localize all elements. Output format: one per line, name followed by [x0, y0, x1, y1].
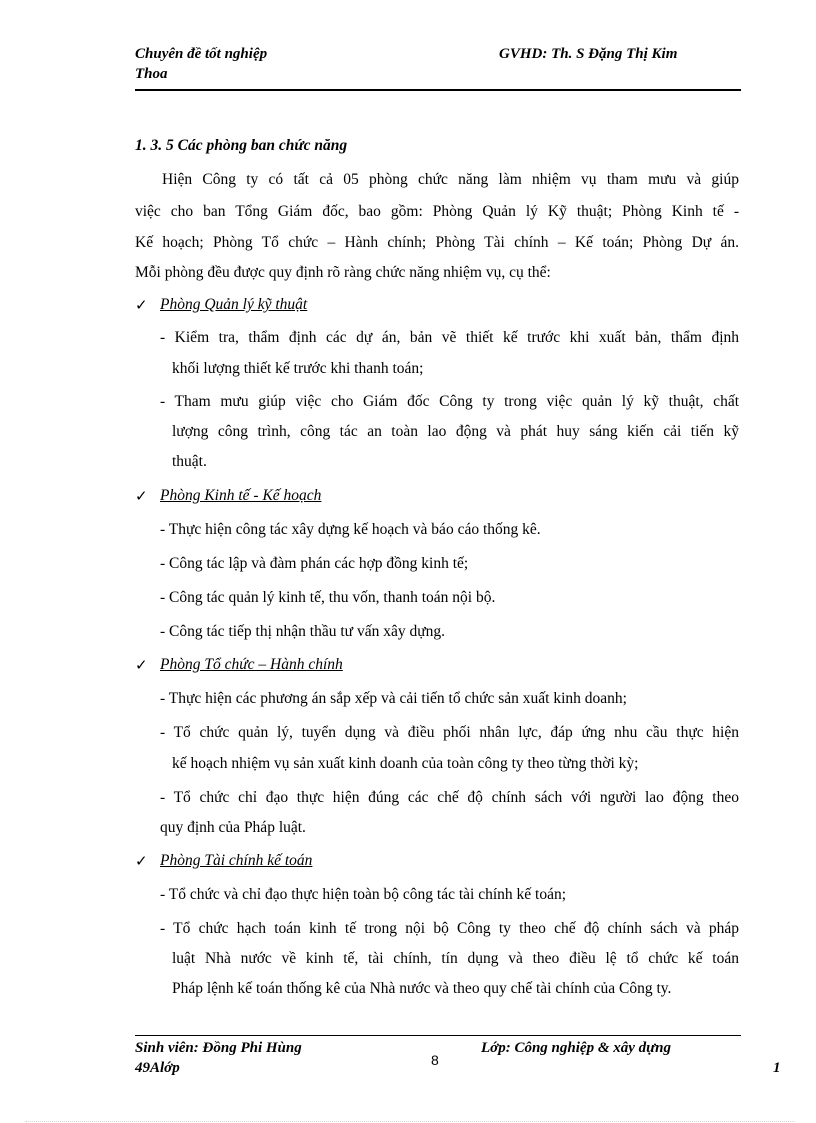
- department-line: quy định của Pháp luật.: [160, 819, 306, 836]
- checkmark-icon: ✓: [135, 489, 148, 505]
- header-rule: [135, 89, 741, 91]
- intro-line: Kế hoạch; Phòng Tổ chức – Hành chính; Phòng Tài chính – Kế toán; Phòng Dự án.: [135, 234, 739, 251]
- department-line: khối lượng thiết kế trước khi thanh toán;: [172, 360, 424, 377]
- checkmark-icon: ✓: [135, 658, 148, 674]
- department-line: - Tổ chức và chỉ đạo thực hiện toàn bộ công tác tài chính kế toán;: [160, 886, 567, 903]
- intro-line: Hiện Công ty có tất cả 05 phòng chức năng làm nhiệm vụ tham mưu và giúp: [162, 171, 739, 188]
- footer-rule: [135, 1035, 741, 1036]
- department-line: - Công tác lập và đàm phán các hợp đồng kinh tế;: [160, 555, 469, 572]
- checkmark-icon: ✓: [135, 854, 148, 870]
- page-number: 8: [431, 1052, 439, 1068]
- page-bottom-divider: [25, 1121, 795, 1122]
- header-right: GVHD: Th. S Đặng Thị Kim: [499, 46, 678, 62]
- department-line: - Công tác quản lý kinh tế, thu vốn, thanh toán nội bộ.: [160, 589, 496, 606]
- department-line: - Kiểm tra, thẩm định các dự án, bản vẽ thiết kế trước khi xuất bản, thẩm định: [160, 329, 739, 346]
- department-line: - Tổ chức chỉ đạo thực hiện đúng các chế độ chính sách với người lao động theo: [160, 789, 739, 806]
- department-title: Phòng Tài chính kế toán: [160, 852, 313, 869]
- department-line: lượng công trình, công tác an toàn lao động và phát huy sáng kiến cải tiến kỹ: [172, 423, 739, 440]
- footer-left-line2: 49Alớp: [135, 1060, 180, 1076]
- department-title: Phòng Quản lý kỹ thuật: [160, 296, 308, 313]
- intro-line: việc cho ban Tổng Giám đốc, bao gồm: Phòng Quản lý Kỹ thuật; Phòng Kinh tế -: [135, 203, 739, 220]
- footer-right-number: 1: [773, 1060, 781, 1076]
- department-line: Pháp lệnh kế toán thống kê của Nhà nước và theo quy chế tài chính của Công ty.: [172, 980, 672, 997]
- intro-line: Mỗi phòng đều được quy định rõ ràng chức năng nhiệm vụ, cụ thể:: [135, 264, 551, 281]
- department-title: Phòng Tổ chức – Hành chính: [160, 656, 343, 673]
- footer-left-line1: Sinh viên: Đồng Phi Hùng: [135, 1040, 302, 1056]
- checkmark-icon: ✓: [135, 298, 148, 314]
- header-left-line1: Chuyên đề tốt nghiệp: [135, 46, 268, 62]
- footer-right: Lớp: Công nghiệp & xây dựng: [481, 1040, 671, 1056]
- header-left-line2: Thoa: [135, 66, 168, 82]
- department-line: - Thực hiện công tác xây dựng kế hoạch và báo cáo thống kê.: [160, 521, 541, 538]
- section-title: 1. 3. 5 Các phòng ban chức năng: [135, 137, 348, 154]
- department-line: luật Nhà nước về kinh tế, tài chính, tín dụng và theo điều lệ tổ chức kế toán: [172, 950, 739, 967]
- department-line: - Công tác tiếp thị nhận thầu tư vấn xây dựng.: [160, 623, 445, 640]
- department-line: thuật.: [172, 453, 207, 470]
- department-line: kế hoạch nhiệm vụ sản xuất kinh doanh của toàn công ty theo từng thời kỳ;: [172, 755, 639, 772]
- department-line: - Thực hiện các phương án sắp xếp và cải tiến tổ chức sản xuất kinh doanh;: [160, 690, 627, 707]
- department-line: - Tham mưu giúp việc cho Giám đốc Công ty trong việc quản lý kỹ thuật, chất: [160, 393, 739, 410]
- department-line: - Tổ chức quản lý, tuyển dụng và điều phối nhân lực, đáp ứng nhu cầu thực hiện: [160, 724, 739, 741]
- department-title: Phòng Kinh tế - Kế hoạch: [160, 487, 322, 504]
- department-line: - Tổ chức hạch toán kinh tế trong nội bộ Công ty theo chế độ chính sách và pháp: [160, 920, 739, 937]
